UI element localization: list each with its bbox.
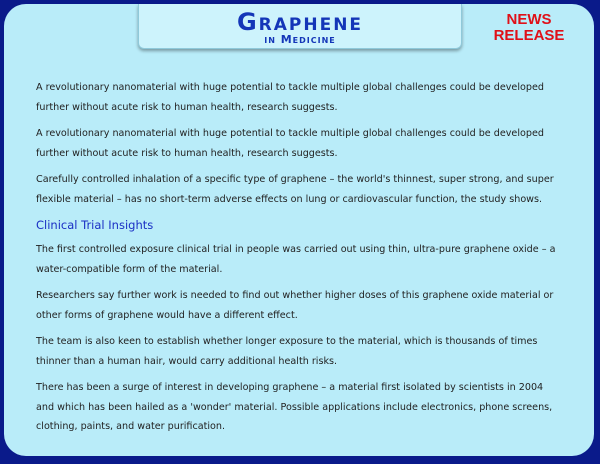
paragraph-7: There has been a surge of interest in developing graphene – a material first isolated by scientists in 2004 and which has been hailed as a 'wonder' material. Possible applications include electronics, phone screens, clothing, paints, and water purification. xyxy=(36,382,553,432)
badge-line-release: RELEASE xyxy=(493,27,565,44)
section-heading: Clinical Trial Insights xyxy=(36,218,154,232)
paragraph-5: Researchers say further work is needed to find out whether higher doses of this graphene oxide material or other forms of graphene would have a different effect. xyxy=(36,290,554,321)
news-release-badge xyxy=(486,12,572,44)
paragraph-2: A revolutionary nanomaterial with huge potential to tackle multiple global challenges could be developed further without acute risk to human health, research suggests. xyxy=(36,128,544,159)
paragraph-4: The first controlled exposure clinical trial in people was carried out using thin, ultra-pure graphene oxide – a water-compatible form of the material. xyxy=(36,244,556,275)
paragraph-6: The team is also keen to establish whether longer exposure to the material, which is thousands of times thinner than a human hair, would carry additional health risks. xyxy=(36,336,538,367)
badge-line-news: NEWS xyxy=(506,11,552,28)
article-body xyxy=(36,78,562,444)
page-subtitle: in Medicine xyxy=(264,33,336,46)
paragraph-1: A revolutionary nanomaterial with huge potential to tackle multiple global challenges could be developed further without acute risk to human health, research suggests. xyxy=(36,82,544,113)
paragraph-3: Carefully controlled inhalation of a specific type of graphene – the world's thinnest, super strong, and super flexible material – has no short-term adverse effects on lung or cardiovascular function, the study shows. xyxy=(36,174,554,205)
title-tab xyxy=(138,4,462,49)
page-title: Graphene xyxy=(236,8,364,36)
